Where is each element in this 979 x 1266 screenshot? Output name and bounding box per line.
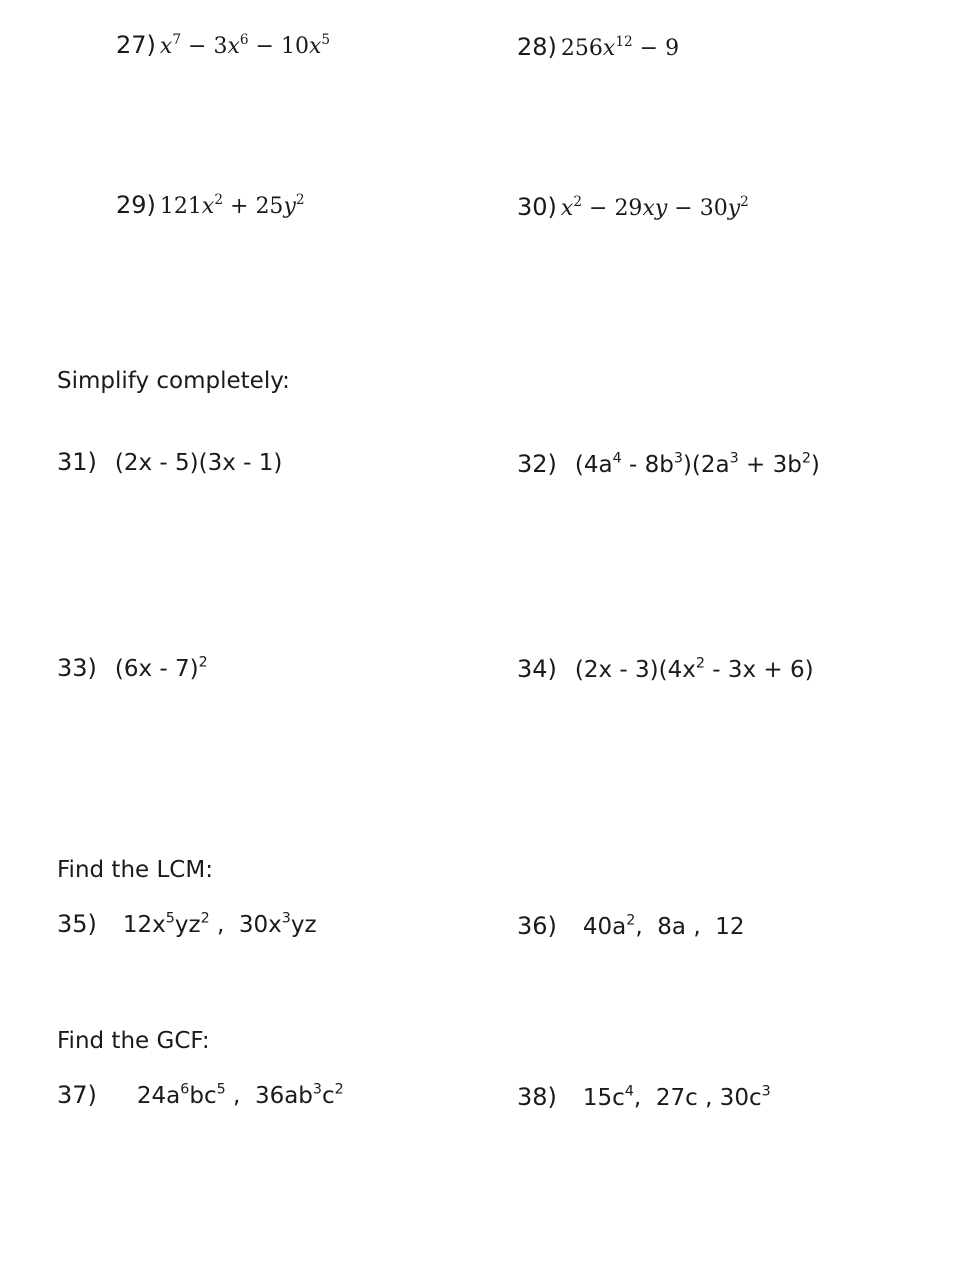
problem-number: 30) xyxy=(517,193,557,221)
problem-36 xyxy=(517,914,745,939)
problem-28 xyxy=(517,35,679,60)
problem-number: 32) xyxy=(517,450,557,478)
problem-number: 31) xyxy=(57,448,97,476)
problem-number: 28) xyxy=(517,33,557,61)
problem-number: 37) xyxy=(57,1081,97,1109)
expression: $x^2 - 29xy - 30y^2$ xyxy=(560,194,749,221)
expression: (2x - 5)(3x - 1) xyxy=(114,450,283,476)
section-heading-simplify: Simplify completely: xyxy=(57,368,290,394)
problem-number: 35) xyxy=(57,910,97,938)
expression: $256x^{12} - 9$ xyxy=(560,34,680,61)
problem-30 xyxy=(517,195,749,220)
expression: $(2x - 3)(4x^2 - 3x + 6)$ xyxy=(574,655,814,683)
expression: $x^7 - 3x^6 - 10x^5$ xyxy=(159,32,331,59)
problem-number: 33) xyxy=(57,654,97,682)
problem-number: 36) xyxy=(517,912,557,940)
problem-number: 29) xyxy=(116,191,156,219)
problem-37 xyxy=(57,1083,344,1108)
expression: $15c^4$, 27c , $30c^3$ xyxy=(582,1083,771,1111)
problem-38 xyxy=(517,1085,771,1110)
section-heading-gcf: Find the GCF: xyxy=(57,1028,210,1054)
problem-number: 27) xyxy=(116,31,156,59)
expression: $12x^5yz^2$ , $30x^3yz$ xyxy=(122,910,317,938)
problem-31 xyxy=(57,450,282,475)
problem-32 xyxy=(517,452,820,477)
expression: $121x^2 + 25y^2$ xyxy=(159,192,305,219)
problem-33 xyxy=(57,656,208,681)
expression: $24a^6bc^5$ , $36ab^3c^2$ xyxy=(136,1081,344,1109)
expression: $(4a^4 - 8b^3)(2a^3 + 3b^2)$ xyxy=(574,450,820,478)
problem-35 xyxy=(57,912,317,937)
section-heading-lcm: Find the LCM: xyxy=(57,857,213,883)
expression: $40a^2$, 8a , 12 xyxy=(582,912,745,940)
problem-number: 38) xyxy=(517,1083,557,1111)
problem-29 xyxy=(116,193,305,218)
problem-34 xyxy=(517,657,814,682)
expression: (6x - 7)$^2$ xyxy=(114,654,208,682)
problem-27 xyxy=(116,33,330,58)
problem-number: 34) xyxy=(517,655,557,683)
